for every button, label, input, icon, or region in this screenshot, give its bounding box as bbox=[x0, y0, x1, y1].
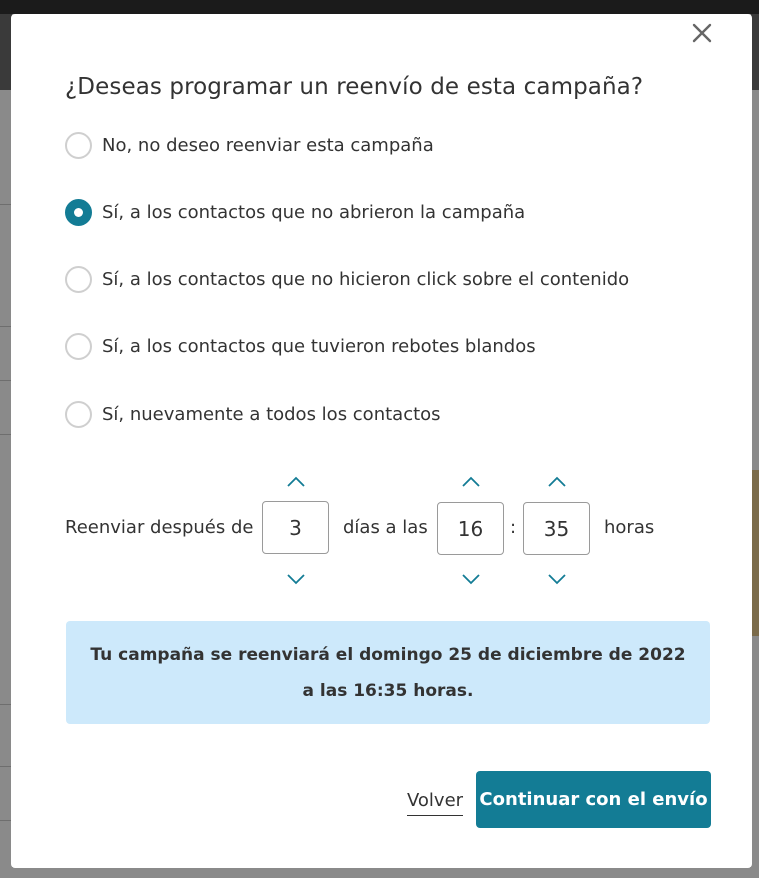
resend-summary-box bbox=[66, 621, 710, 724]
option-all-contacts-label: Sí, nuevamente a todos los contactos bbox=[102, 403, 441, 425]
hour-input[interactable]: 16 bbox=[437, 502, 504, 555]
minute-decrement-chevron-down-icon[interactable] bbox=[545, 572, 569, 586]
minute-input[interactable]: 35 bbox=[523, 502, 590, 555]
resend-campaign-dialog bbox=[11, 14, 752, 868]
days-input[interactable]: 3 bbox=[262, 501, 329, 554]
dialog-title: ¿Deseas programar un reenvío de esta campaña? bbox=[65, 74, 644, 100]
option-no-resend[interactable] bbox=[65, 130, 434, 160]
background-page-right bbox=[751, 14, 759, 878]
background-topbar bbox=[0, 0, 759, 14]
time-separator: : bbox=[510, 517, 517, 538]
radio-not-opened[interactable] bbox=[65, 199, 92, 226]
resend-summary-line-1: Tu campaña se reenviará el domingo 25 de diciembre de 2022 bbox=[90, 644, 686, 665]
resend-after-label: Reenviar después de bbox=[65, 517, 254, 538]
hour-decrement-chevron-down-icon[interactable] bbox=[459, 572, 483, 586]
continue-sending-button[interactable]: Continuar con el envío bbox=[476, 771, 711, 828]
hours-label: horas bbox=[604, 517, 655, 538]
option-soft-bounces[interactable] bbox=[65, 331, 536, 361]
hour-increment-chevron-up-icon[interactable] bbox=[459, 475, 483, 489]
option-not-clicked[interactable] bbox=[65, 264, 629, 294]
days-at-label: días a las bbox=[343, 517, 428, 538]
radio-not-clicked[interactable] bbox=[65, 266, 92, 293]
option-not-clicked-label: Sí, a los contactos que no hicieron click sobre el contenido bbox=[102, 268, 630, 290]
radio-soft-bounces[interactable] bbox=[65, 333, 92, 360]
option-not-opened-label: Sí, a los contactos que no abrieron la campaña bbox=[102, 201, 526, 223]
option-soft-bounces-label: Sí, a los contactos que tuvieron rebotes blandos bbox=[102, 335, 536, 357]
close-icon[interactable] bbox=[689, 20, 715, 46]
option-not-opened[interactable] bbox=[65, 197, 525, 227]
option-no-resend-label: No, no deseo reenviar esta campaña bbox=[102, 134, 434, 156]
back-link[interactable]: Volver bbox=[407, 790, 463, 816]
radio-no-resend[interactable] bbox=[65, 132, 92, 159]
resend-summary-line-2: a las 16:35 horas. bbox=[302, 680, 474, 701]
days-decrement-chevron-down-icon[interactable] bbox=[284, 572, 308, 586]
radio-all-contacts[interactable] bbox=[65, 401, 92, 428]
option-all-contacts[interactable] bbox=[65, 399, 441, 429]
background-page-bottom bbox=[0, 868, 759, 878]
days-increment-chevron-up-icon[interactable] bbox=[284, 475, 308, 489]
minute-increment-chevron-up-icon[interactable] bbox=[545, 475, 569, 489]
